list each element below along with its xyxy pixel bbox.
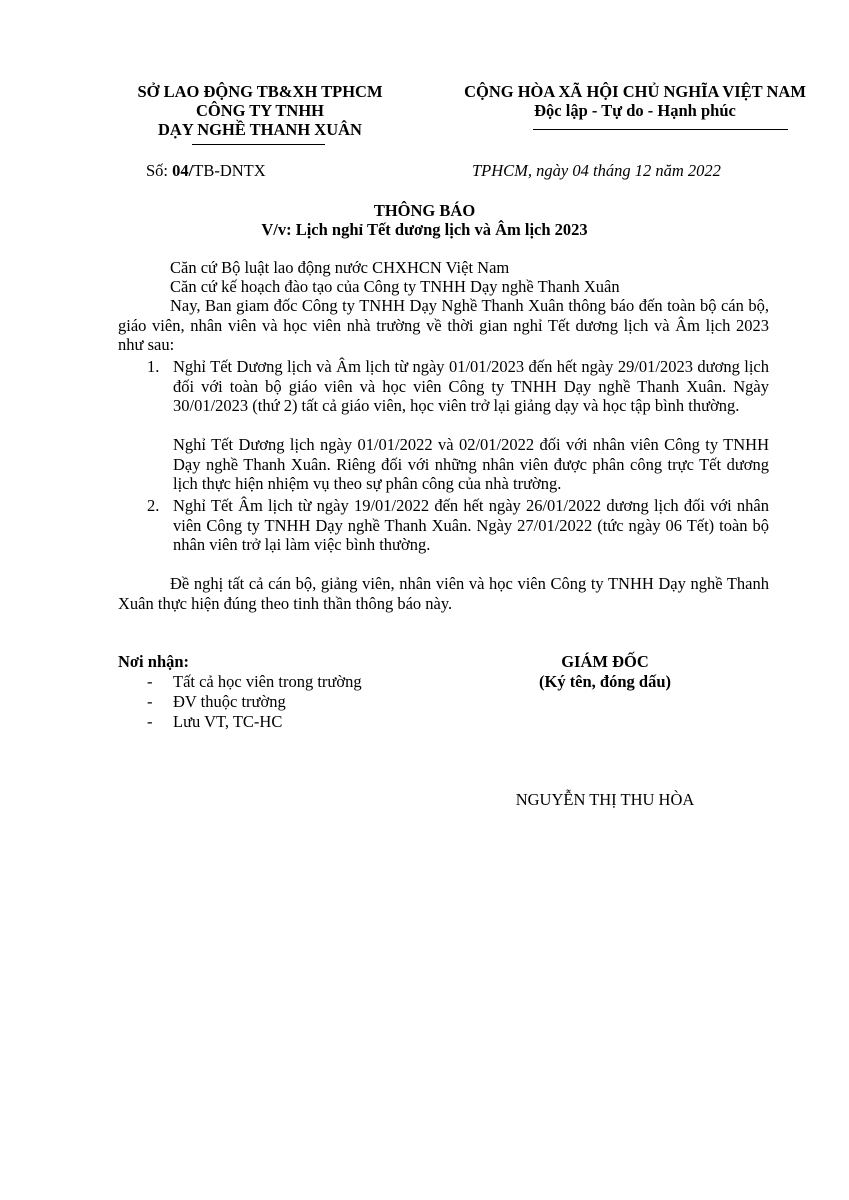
list-item-1-text: Nghỉ Tết Dương lịch và Âm lịch từ ngày 01/01/2023 đến hết ngày 29/01/2023 dương lịch đối với toàn bộ giáo viên và học viên Công ty TNHH Dạy nghề Thanh Xuân. Ngày 30/01/2023 (thứ 2) tất cả giáo viên, học viên trở lại giảng dạy và học tập bình thường. [173, 357, 769, 415]
issuer-company-type: CÔNG TY TNHH [195, 101, 325, 120]
legal-basis-2: Căn cứ kế hoạch đào tạo của Công ty TNHH Dạy nghề Thanh Xuân [170, 277, 620, 296]
document-code: TB-DNTX [193, 161, 266, 180]
list-item-2-text: Nghỉ Tết Âm lịch từ ngày 19/01/2022 đến hết ngày 26/01/2022 dương lịch đối với nhân viên Công ty TNHH Dạy nghề Thanh Xuân. Ngày 27/01/2022 (tức ngày 06 Tết) toàn bộ nhân viên trở lại làm việc bình thường. [173, 496, 769, 554]
signer-name: NGUYỄN THỊ THU HÒA [515, 790, 695, 809]
list-item [147, 712, 362, 732]
list-item [147, 692, 362, 712]
list-number-2: 2. [147, 496, 160, 515]
recipient-students: Tất cả học viên trong trường [173, 672, 362, 691]
issuer-underline [192, 144, 325, 145]
recipient-units: ĐV thuộc trường [173, 692, 286, 711]
list-item [147, 672, 362, 692]
bullet-dash: - [147, 672, 153, 691]
list-number-1: 1. [147, 357, 160, 376]
bullet-dash: - [147, 712, 153, 731]
document-date: TPHCM, ngày 04 tháng 12 năm 2022 [472, 161, 721, 180]
issuer-block [95, 82, 425, 139]
national-header [445, 82, 825, 120]
document-title: THÔNG BÁO [373, 201, 476, 220]
document-number: Số: 04/TB-DNTX [146, 161, 266, 180]
legal-basis-1: Căn cứ Bộ luật lao động nước CHXHCN Việt Nam [170, 258, 510, 277]
recipient-archive: Lưu VT, TC-HC [173, 712, 283, 731]
document-subject: V/v: Lịch nghỉ Tết dương lịch và Âm lịch 2023 [261, 220, 588, 239]
signer-title: GIÁM ĐỐC [561, 652, 649, 671]
closing-paragraph: Đề nghị tất cả cán bộ, giảng viên, nhân viên và học viên Công ty TNHH Dạy nghề Thanh Xuân thực hiện đúng theo tinh thần thông báo này. [118, 574, 769, 613]
list-item-1-staff-text: Nghỉ Tết Dương lịch ngày 01/01/2022 và 02/01/2022 đối với nhân viên Công ty TNHH Dạy nghề Thanh Xuân. Riêng đối với những nhân viên được phân công trực Tết dương lịch thực hiện nhiệm vụ theo sự phân công của nhà trường. [173, 435, 769, 493]
issuer-department: SỞ LAO ĐỘNG TB&XH TPHCM [137, 82, 383, 101]
document-number-value: 04/ [172, 161, 194, 180]
intro-paragraph: Nay, Ban giam đốc Công ty TNHH Dạy Nghề Thanh Xuân thông báo đến toàn bộ cán bộ, giáo viên, nhân viên và học viên nhà trường về thời gian nghỉ Tết dương lịch và Âm lịch 2023 như sau: [118, 296, 769, 354]
issuer-company-name: DẠY NGHỀ THANH XUÂN [158, 120, 362, 139]
motto-underline [533, 129, 788, 130]
signature-note: (Ký tên, đóng dấu) [538, 672, 672, 691]
national-title: CỘNG HÒA XÃ HỘI CHỦ NGHĨA VIỆT NAM [464, 82, 806, 101]
recipients-list [147, 672, 362, 732]
bullet-dash: - [147, 692, 153, 711]
recipients-label: Nơi nhận: [118, 652, 190, 671]
national-motto: Độc lập - Tự do - Hạnh phúc [534, 101, 736, 120]
